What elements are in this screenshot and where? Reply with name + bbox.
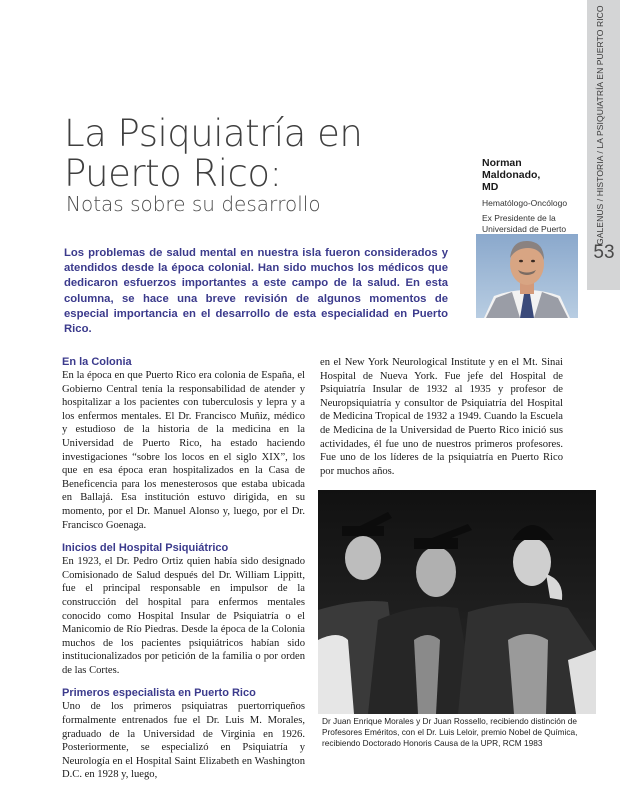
author-name — [482, 157, 582, 193]
section-body-continuation: en el New York Neurological Institute y en el Mt. Sinai Hospital de Nueva York. Fue jefe del Hospital de Psiquiatría Insular de 1932 al 1935 y profesor de Neuropsiquiatría y consultor de Psiquiatría del Hospital de Medicina Tropical de 1932 a 1949. Cuando la Escuela de Medicina de la Universidad de Puerto Rico inició sus actividades, él fue uno de nuestros primeros profesores. Fue uno de los líderes de la psiquiatría en Puerto Rico por muchos años. — [320, 357, 563, 477]
article-title — [64, 114, 362, 194]
lead-paragraph: Los problemas de salud mental en nuestra isla fueron considerados y atendidos desde la época colonial. Han sido muchos los médicos que dedicaron esfuerzos importantes a este campo de la salud. En esta columna, se hace una breve revisión de algunos momentos de especial importancia en el desarrollo de esta especialidad en Puerto Rico. — [64, 247, 448, 336]
article-subtitle: Notas sobre su desarrollo — [66, 192, 321, 216]
author-role: Hematólogo-Oncólogo — [482, 198, 568, 208]
section-heading-hospital: Inicios del Hospital Psiquiátrico — [62, 542, 229, 555]
author-name-line-2: MD — [482, 181, 499, 193]
ceremony-photo-icon — [318, 490, 596, 714]
title-line-2: Puerto Rico: — [64, 152, 282, 195]
section-sidebar — [587, 0, 620, 290]
section-body-especialista: Uno de los primeros psiquiatras puertorriqueños formalmente entrenados fue el Dr. Luis M. Morales, graduado de la Universidad de Virginia en 1926. Posteriormente, se especializó en Psiquiatría y Neurología en el Hospital Saint Elizabeth en Washington D.C. en 1928 y, luego, — [62, 701, 305, 781]
author-block — [482, 157, 582, 246]
title-line-1: La Psiquiatría en — [64, 112, 363, 155]
author-portrait-icon — [476, 234, 578, 318]
column-right — [320, 356, 563, 478]
author-position: Ex Presidente de la Universidad de Puerto — [482, 213, 567, 234]
section-body-colonia: En la época en que Puerto Rico era colonia de España, el Gobierno Central tenía la responsabilidad de atender y hospitalizar a los pacientes con tuberculosis y lepra y a los enfermos mentales. El Dr. Francisco Muñiz, médico y estudioso de la historia de la medicina en la Universidad de Puerto Rico, ha estado haciendo investigaciones “sobre los locos en el siglo XIX”, los que en esa época eran hospitalizados en la Casa de Beneficencia para los menesterosos que estaba ubicada en Ballajá. Esa institución estuvo dirigida, en su momento, por el Dr. Manuel Alonso y, luego, por el Dr. Francisco Goenaga. — [62, 370, 305, 531]
author-photo — [476, 234, 578, 318]
author-name-line-1: Norman Maldonado, — [482, 157, 541, 181]
section-body-hospital: En 1923, el Dr. Pedro Ortiz quien había sido designado Comisionado de Salud después del Dr. William Lippitt, fue el principal responsable en impulsor de la construcción del hospital para enfermos mentales conocido como Hospital Insular de Psiquiatría o el Manicomio de Río Piedras. Desde la época de la Colonia muchos de los pacientes psiquiátricos habían sido institucionalizados por petición de la familia o por orden de las Cortes. — [62, 556, 305, 676]
section-heading-colonia: En la Colonia — [62, 356, 132, 368]
section-label: GALENUS / HISTORIA / LA PSIQUIATRÍA EN PUERTO RICO — [595, 5, 605, 245]
photo-caption: Dr Juan Enrique Morales y Dr Juan Rossello, recibiendo distinción de Profesores Eméritos, con el Dr. Luis Leloir, premio Nobel de Química, recibiendo Doctorado Honoris Causa de la UPR, RCM 1983 — [322, 716, 578, 748]
page-number: 53 — [593, 242, 615, 263]
section-heading-especialista: Primeros especialista en Puerto Rico — [62, 687, 256, 700]
column-left — [62, 356, 305, 782]
ceremony-photo — [318, 490, 596, 714]
